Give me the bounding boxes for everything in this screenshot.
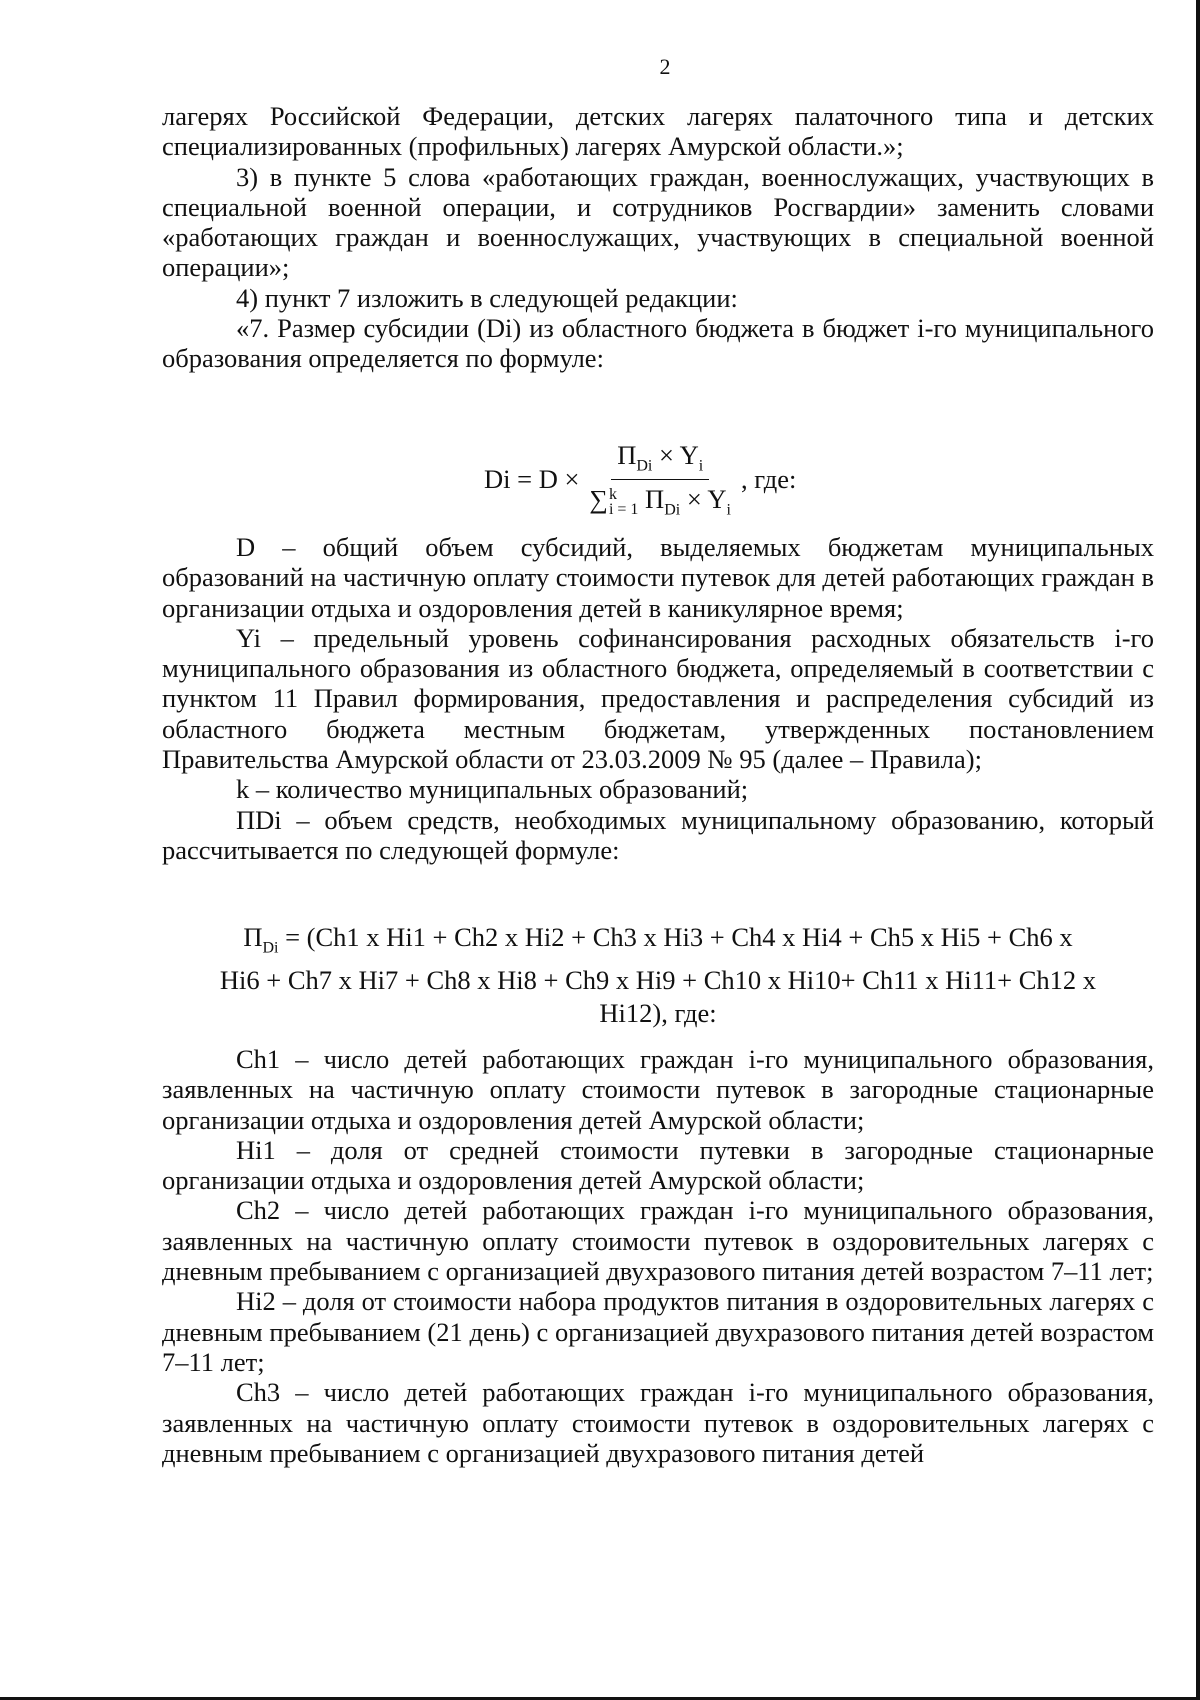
formula-line	[162, 921, 1154, 964]
formula-lhs: Di = D ×	[484, 464, 580, 495]
paragraph: D – общий объем субсидий, выделяемых бюджетам муниципальных образований на частичную оплату стоимости путевок для детей работающих граждан в организации отдыха и оздоровления детей в каникулярное время;	[162, 532, 1154, 623]
sum-limits	[609, 487, 638, 517]
symbol-p: П	[243, 922, 263, 952]
paragraph: Ch3 – число детей работающих граждан i-го муниципального образования, заявленных на частичную оплату стоимости путевок в оздоровительных лагерях с дневным пребыванием с организацией двухразового питания детей	[162, 1377, 1154, 1468]
paragraph: k – количество муниципальных образований;	[236, 774, 749, 805]
formula-text: = (Ch1 x Hi1 + Ch2 x Hi2 + Ch3 x Hi3 + Ch4 x Hi4 + Ch5 x Hi5 + Ch6 x	[278, 922, 1073, 952]
paragraph: Hi1 – доля от средней стоимости путевки в загородные стационарные организации отдыха и оздоровления детей Амурской области;	[162, 1134, 1154, 1196]
numerator-text: × Y	[652, 440, 699, 470]
symbol-p: П	[638, 484, 665, 515]
sum-upper: k	[608, 486, 617, 504]
text-block-intro	[162, 101, 1154, 374]
sum-lower: i = 1	[608, 501, 639, 519]
formula-line: Hi12), где:	[599, 998, 717, 1029]
paragraph: 3) в пункте 5 слова «работающих граждан, военнослужащих, участвующих в специальной военной операции, и сотрудников Росгвардии» заменить словами «работающих граждан и военнослужащих, участвующих в специальной военной операции»;	[162, 161, 1154, 283]
text-block-variables	[162, 1044, 1154, 1468]
sum-symbol: ∑	[589, 485, 608, 515]
subscript: Di	[636, 457, 653, 475]
text-block-definitions	[162, 532, 1154, 865]
subscript: i	[726, 501, 731, 519]
paragraph: Ch2 – число детей работающих граждан i-го муниципального образования, заявленных на частичную оплату стоимости путевок в оздоровительных лагерях с дневным пребыванием с организацией двухразового питания детей возрастом 7–11 лет;	[162, 1195, 1154, 1287]
fraction-denominator	[583, 480, 737, 519]
subscript: Di	[262, 939, 279, 957]
symbol-p: П	[617, 440, 637, 470]
formula-fraction	[583, 440, 737, 520]
page-number: 2	[659, 54, 671, 79]
denominator-text: × Y	[680, 484, 727, 515]
paragraph: «7. Размер субсидии (Di) из областного бюджета в бюджет i-го муниципального образования определяется по формуле:	[162, 313, 1154, 374]
subscript: Di	[664, 501, 681, 519]
subscript: i	[698, 457, 704, 475]
paragraph: Yi – предельный уровень софинансирования расходных обязательств i-го муниципального образования из областного бюджета, определяемый в соответствии с пунктом 11 Правил формирования, предоставления и распределения субсидий из областного бюджета местным бюджетам, утвержденных постановлением Правительства Амурской области от 23.03.2009 № 95 (далее – Правила);	[162, 622, 1154, 775]
paragraph: Ch1 – число детей работающих граждан i-го муниципального образования, заявленных на частичную оплату стоимости путевок в загородные стационарные организации отдыха и оздоровления детей Амурской области;	[162, 1044, 1154, 1135]
scan-edge-right	[1196, 0, 1200, 1700]
formula-line: Hi6 + Ch7 x Hi7 + Ch8 x Hi8 + Ch9 x Hi9 + Ch10 x Hi10+ Ch11 x Hi11+ Ch12 x	[219, 965, 1097, 996]
formula-funds	[162, 921, 1154, 1030]
paragraph: Hi2 – доля от стоимости набора продуктов питания в оздоровительных лагерях с дневным пребыванием (21 день) с организацией двухразового питания детей возрастом 7–11 лет;	[162, 1286, 1154, 1377]
fraction-numerator	[611, 440, 709, 480]
paragraph: лагерях Российской Федерации, детских лагерях палаточного типа и детских специализированных (профильных) лагерях Амурской области.»;	[162, 101, 1154, 162]
formula-subsidy	[484, 440, 796, 520]
paragraph: ПDi – объем средств, необходимых муниципальному образованию, который рассчитывается по следующей формуле:	[162, 804, 1154, 865]
paragraph: 4) пункт 7 изложить в следующей редакции:	[236, 282, 738, 313]
formula-tail: , где:	[741, 464, 797, 495]
